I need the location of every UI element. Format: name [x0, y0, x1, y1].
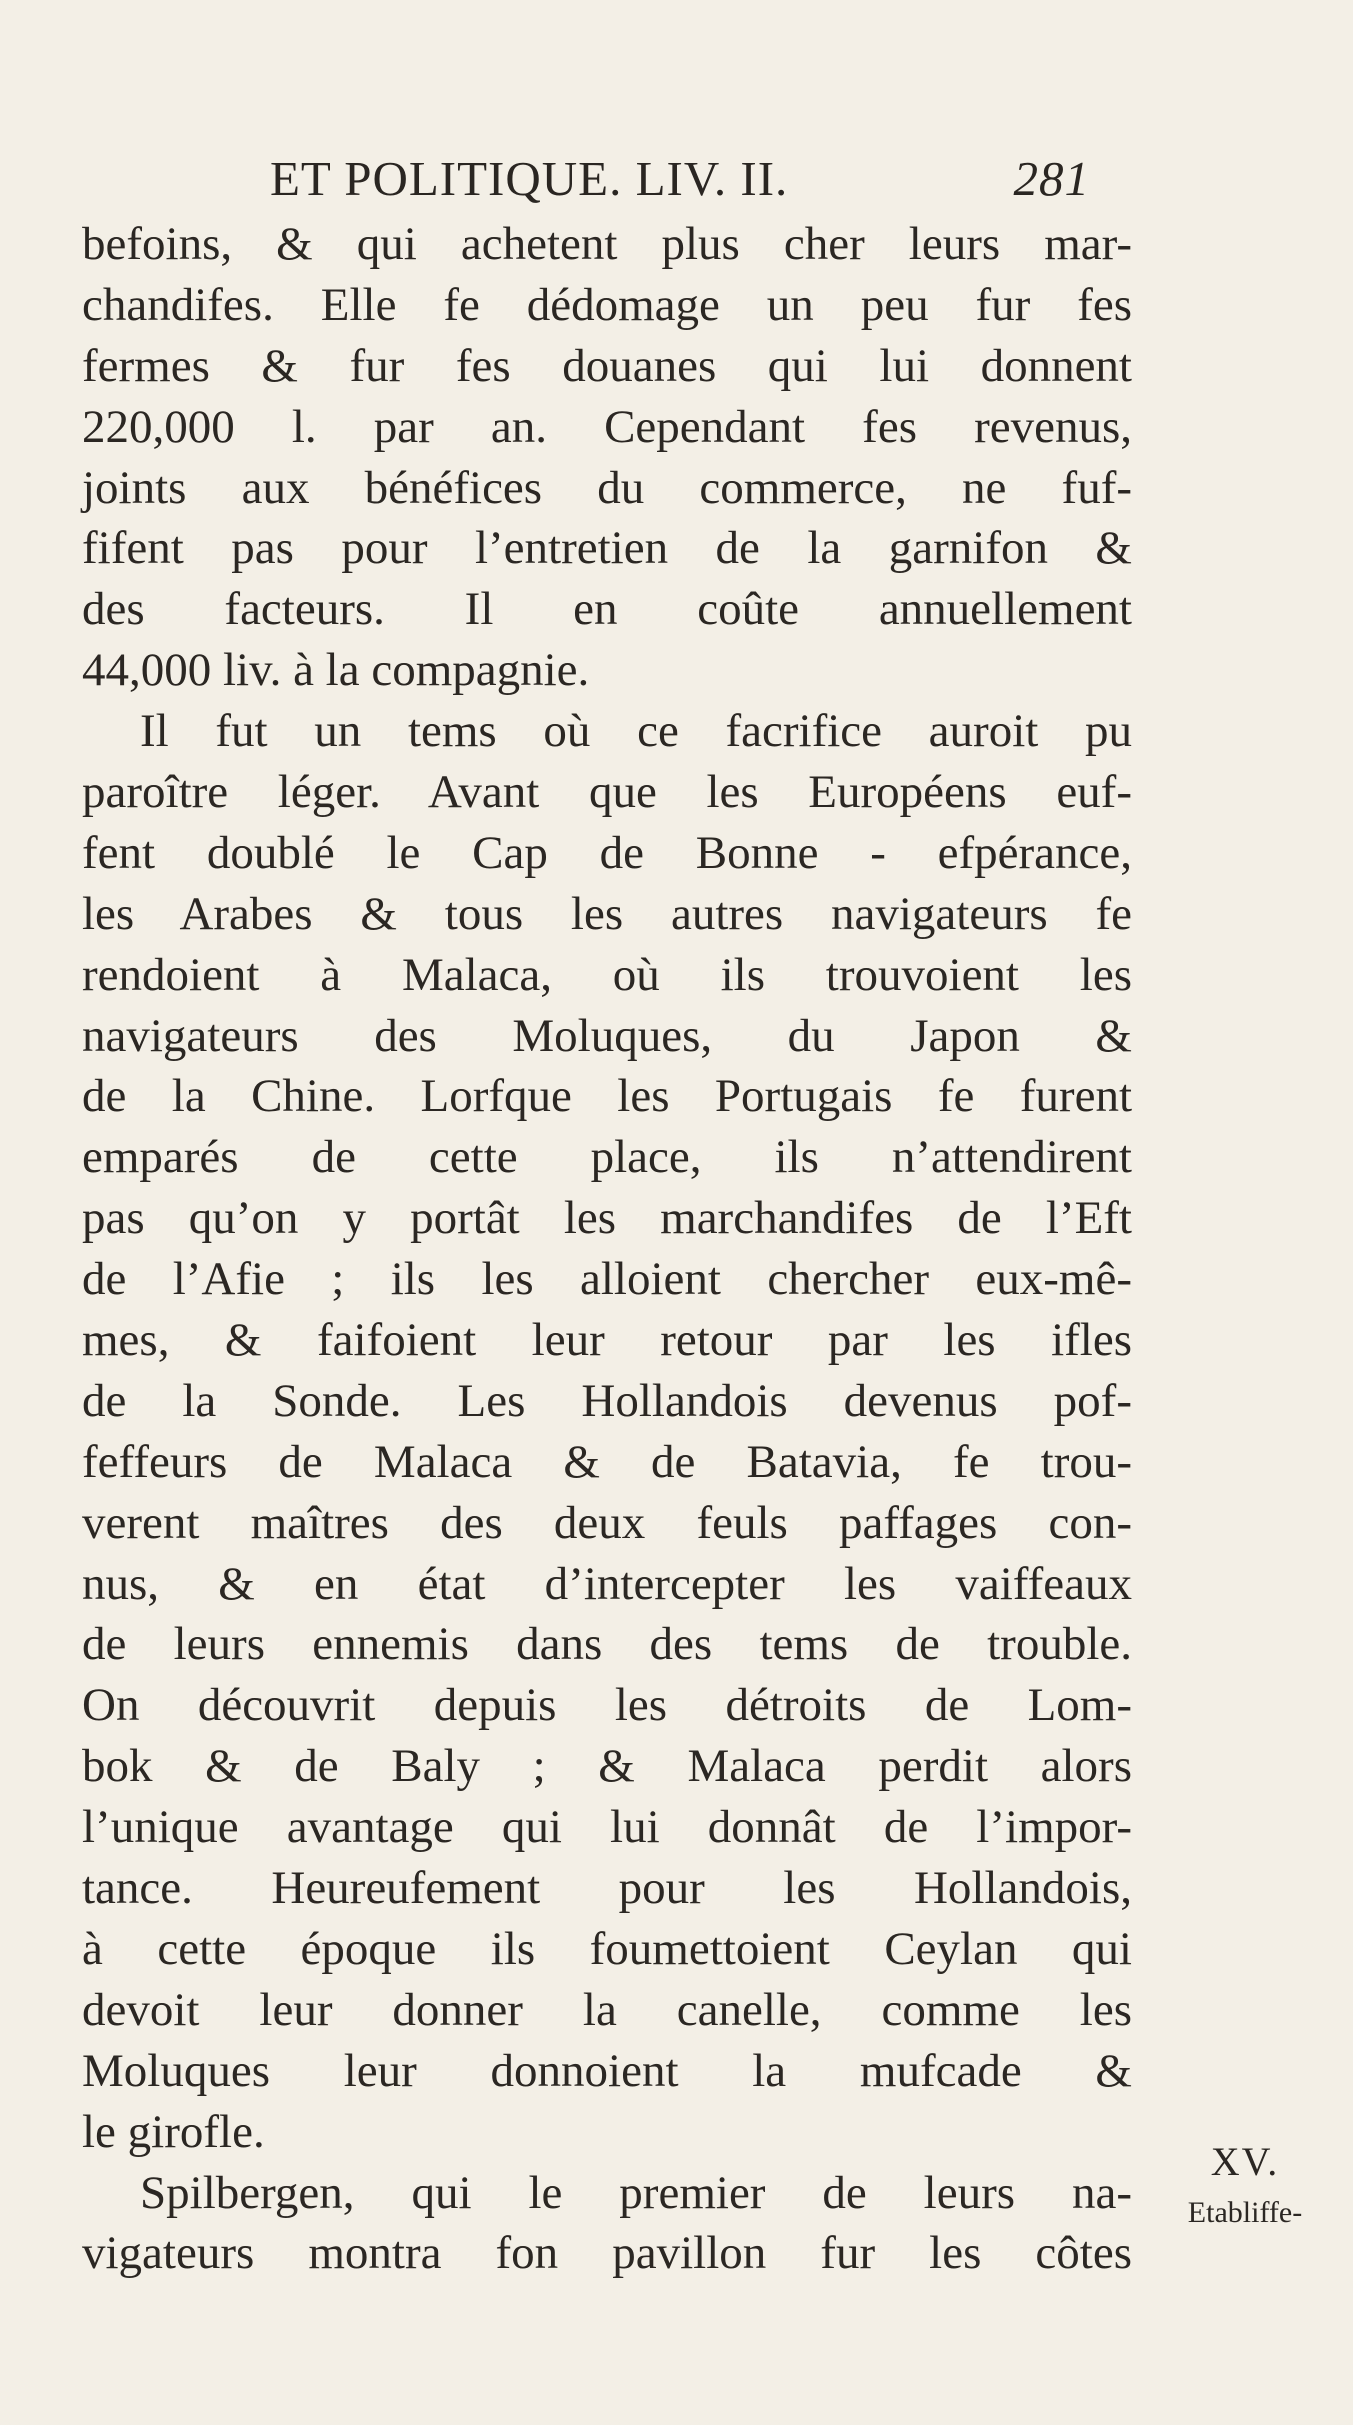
text-line: tance. Heureufement pour les Hollandois,	[82, 1862, 1132, 1915]
text-line: 220,000 l. par an. Cependant fes revenus,	[82, 400, 1132, 453]
text-line: 44,000 liv. à la compagnie.	[82, 644, 590, 697]
text-line: de leurs ennemis dans des tems de trouble.	[82, 1618, 1132, 1671]
margin-section-word: Etabliffe-	[1187, 2196, 1303, 2229]
text-line: à cette époque ils foumettoient Ceylan qui	[82, 1922, 1132, 1975]
text-line: paroître léger. Avant que les Européens euf-	[82, 766, 1132, 819]
text-line: les Arabes & tous les autres navigateurs fe	[82, 887, 1132, 940]
text-line: fent doublé le Cap de Bonne - efpérance,	[82, 826, 1132, 879]
text-line: Spilbergen, qui le premier de leurs na-	[140, 2166, 1132, 2219]
page-number: 281	[1013, 151, 1090, 206]
text-line: Moluques leur donnoient la mufcade &	[82, 2044, 1132, 2097]
text-line: On découvrit depuis les détroits de Lom-	[82, 1679, 1132, 1732]
text-line: fifent pas pour l’entretien de la garnifon &	[82, 522, 1132, 575]
text-line: bok & de Baly ; & Malaca perdit alors	[82, 1740, 1132, 1793]
text-line: le girofle.	[82, 2105, 265, 2158]
text-line: befoins, & qui achetent plus cher leurs mar-	[82, 218, 1132, 270]
text-line: de la Sonde. Les Hollandois devenus pof-	[82, 1374, 1132, 1427]
text-line: nus, & en état d’intercepter les vaiffeaux	[82, 1557, 1132, 1610]
running-head-title: ET POLITIQUE. LIV. II.	[270, 151, 789, 206]
running-head	[270, 150, 1090, 220]
text-line: mes, & faifoient leur retour par les ifles	[82, 1314, 1132, 1367]
text-line: pas qu’on y portât les marchandifes de l’Eft	[82, 1192, 1132, 1245]
text-line: de l’Afie ; ils les alloient chercher eux-mê-	[82, 1253, 1132, 1306]
text-line: joints aux bénéfices du commerce, ne fuf-	[82, 461, 1132, 514]
text-line: de la Chine. Lorfque les Portugais fe furent	[82, 1070, 1132, 1123]
text-line: l’unique avantage qui lui donnât de l’impor-	[82, 1801, 1132, 1854]
text-line: verent maîtres des deux feuls paffages con-	[82, 1496, 1132, 1549]
text-line: emparés de cette place, ils n’attendirent	[82, 1131, 1132, 1184]
text-line: des facteurs. Il en coûte annuellement	[82, 583, 1132, 636]
text-line: fermes & fur fes douanes qui lui donnent	[82, 339, 1132, 392]
text-line: devoit leur donner la canelle, comme les	[82, 1983, 1132, 2036]
text-line: chandifes. Elle fe dédomage un peu fur fes	[82, 278, 1132, 331]
text-line: Il fut un tems où ce facrifice auroit pu	[140, 705, 1132, 758]
body-text	[82, 214, 1132, 2284]
margin-section-number: XV.	[1210, 2139, 1280, 2184]
text-line: rendoient à Malaca, où ils trouvoient les	[82, 948, 1132, 1001]
text-line: navigateurs des Moluques, du Japon &	[82, 1009, 1132, 1062]
text-line: vigateurs montra fon pavillon fur les côtes	[82, 2227, 1132, 2280]
text-line: feffeurs de Malaca & de Batavia, fe trou-	[82, 1435, 1132, 1488]
